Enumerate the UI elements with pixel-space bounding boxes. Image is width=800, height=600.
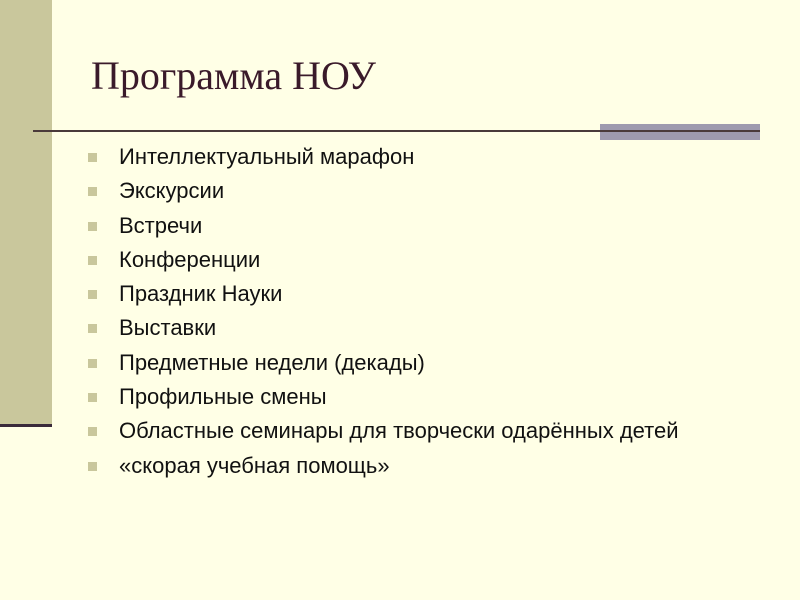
square-bullet-icon <box>88 256 97 265</box>
list-item <box>88 417 748 444</box>
list-item-label: Конференции <box>119 246 261 272</box>
list-item-label: Профильные смены <box>119 384 327 410</box>
list-item-label: Выставки <box>119 315 217 341</box>
square-bullet-icon <box>88 324 97 333</box>
title-divider-block <box>600 124 760 140</box>
list-item <box>88 349 748 376</box>
list-item-label: Областные семинары для творчески одарённых детей <box>119 418 679 444</box>
list-item-label: Интеллектуальный марафон <box>119 144 415 169</box>
list-item <box>88 143 748 170</box>
list-item <box>88 383 748 410</box>
list-item <box>88 314 748 341</box>
left-band-underline <box>0 424 52 427</box>
left-accent-band <box>0 0 52 424</box>
list-item-label: «скорая учебная помощь» <box>119 452 390 478</box>
list-item <box>88 280 748 307</box>
list-item <box>88 212 748 239</box>
list-item <box>88 452 748 479</box>
title-divider-line <box>33 130 600 132</box>
square-bullet-icon <box>88 290 97 299</box>
list-item-label: Встречи <box>119 212 203 238</box>
square-bullet-icon <box>88 393 97 402</box>
title-divider-block-line <box>600 130 760 132</box>
square-bullet-icon <box>88 462 97 471</box>
list-item-label: Предметные недели (декады) <box>119 349 425 375</box>
list-item <box>88 177 748 204</box>
square-bullet-icon <box>88 359 97 368</box>
square-bullet-icon <box>88 153 97 162</box>
list-item-label: Праздник Науки <box>119 281 283 307</box>
square-bullet-icon <box>88 222 97 231</box>
square-bullet-icon <box>88 427 97 436</box>
slide-title: Программа НОУ <box>91 53 376 98</box>
bullet-list <box>88 143 748 486</box>
list-item <box>88 246 748 273</box>
list-item-label: Экскурсии <box>119 178 225 204</box>
square-bullet-icon <box>88 187 97 196</box>
